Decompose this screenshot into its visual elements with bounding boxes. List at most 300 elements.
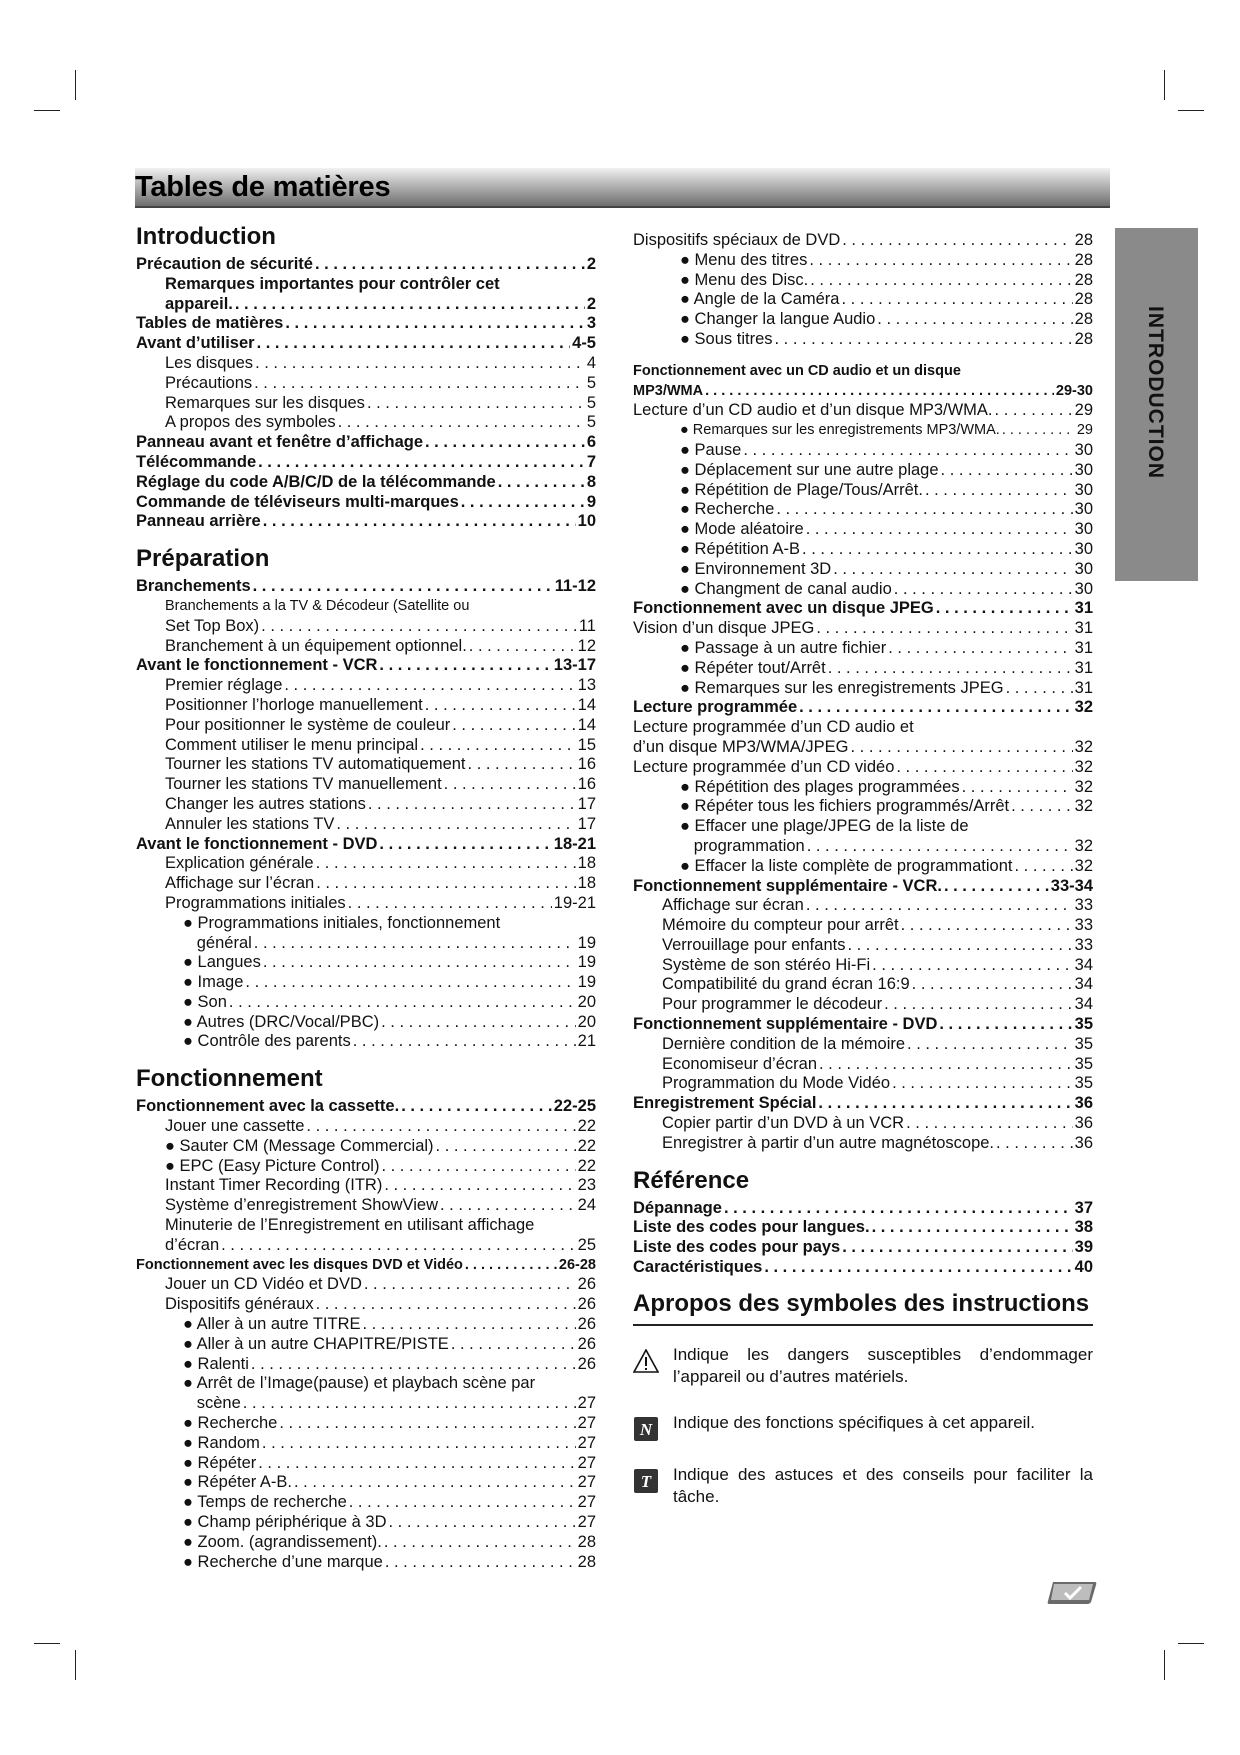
- dot-leader: [806, 896, 1073, 916]
- toc-entry: [633, 251, 1093, 271]
- toc-entry: [136, 1493, 596, 1513]
- toc-entry: [633, 639, 1093, 659]
- toc-entry-page: 34: [1074, 955, 1093, 974]
- toc-entry: [633, 520, 1093, 540]
- dot-leader: [221, 1236, 576, 1256]
- toc-entry-page: 34: [1074, 995, 1093, 1014]
- crop-mark: [34, 110, 60, 111]
- toc-entry: [136, 394, 596, 414]
- dot-leader: [368, 795, 576, 815]
- toc-entry-label: ● Déplacement sur une autre plage: [680, 460, 939, 479]
- toc-entry-label: Jouer une cassette: [165, 1117, 305, 1136]
- toc-entry: [633, 382, 1093, 402]
- toc-entry-label: Set Top Box): [165, 616, 260, 635]
- toc-entry: [136, 1473, 596, 1493]
- dot-leader: [819, 1055, 1073, 1075]
- side-tab: [1115, 228, 1198, 581]
- toc-entry-label: ● Menu des titres: [680, 250, 808, 269]
- dot-leader: [401, 1097, 552, 1117]
- toc-entry: [633, 421, 1093, 441]
- toc-entry-label: Commande de téléviseurs multi-marques: [136, 492, 459, 511]
- toc-entry-page: 5: [586, 373, 596, 392]
- toc-entry-page: 19: [577, 973, 596, 992]
- warning-triangle-icon: [633, 1348, 659, 1374]
- toc-entry: [633, 1035, 1093, 1055]
- toc-entry-label: Vision d’un disque JPEG: [633, 619, 815, 638]
- toc-entry-page: 36: [1074, 1133, 1093, 1152]
- dot-leader: [901, 916, 1073, 936]
- dot-leader: [892, 1074, 1073, 1094]
- toc-entry: [136, 1553, 596, 1573]
- dot-leader: [828, 659, 1073, 679]
- toc-entry: [633, 1074, 1093, 1094]
- toc-entry-page: 38: [1074, 1218, 1093, 1237]
- toc-entry-label: Dernière condition de la mémoire: [662, 1034, 906, 1053]
- toc-entry-page: 11: [578, 616, 596, 635]
- toc-entry-page: 26: [577, 1334, 596, 1353]
- toc-entry-page: 31: [1074, 678, 1093, 697]
- toc-entry-label: programmation: [680, 836, 805, 855]
- toc-entry-label: ● Changment de canal audio: [680, 579, 892, 598]
- toc-entry-label: Avant le fonctionnement - DVD: [136, 834, 378, 853]
- dot-leader: [444, 775, 576, 795]
- crop-mark: [1178, 1643, 1204, 1644]
- symbol-text: Indique des astuces et des conseils pour faciliter la tâche.: [673, 1464, 1093, 1506]
- toc-entry-page: 40: [1074, 1258, 1093, 1277]
- toc-entry-label: Dispositifs généraux: [165, 1295, 314, 1314]
- toc-entry: [136, 1117, 596, 1137]
- dot-leader: [436, 1137, 576, 1157]
- toc-entry-page: 27: [577, 1493, 596, 1512]
- dot-leader: [806, 520, 1073, 540]
- dot-leader: [253, 577, 553, 597]
- dot-leader: [912, 975, 1073, 995]
- toc-entry-label: Enregistrer à partir d’un autre magnétoscope.: [662, 1133, 995, 1152]
- section-heading: Référence: [633, 1166, 750, 1194]
- dot-leader: [229, 993, 576, 1013]
- toc-entry-label: Pour positionner le système de couleur: [165, 715, 451, 734]
- toc-entry-label: Avant d’utiliser: [136, 334, 255, 353]
- toc-entry: [136, 413, 596, 433]
- dot-leader: [258, 453, 585, 473]
- dot-leader: [498, 473, 585, 493]
- dot-leader: [451, 1335, 576, 1355]
- toc-entry-label: Instant Timer Recording (ITR): [165, 1176, 383, 1195]
- dot-leader: [775, 330, 1073, 350]
- toc-entry-label: Panneau avant et fenêtre d’affichage: [136, 433, 424, 452]
- toc-entry-page: 30: [1074, 460, 1093, 479]
- toc-entry: [136, 1315, 596, 1335]
- toc-entry-label: ● Remarques sur les enregistrements MP3/WMA.: [680, 422, 1000, 439]
- toc-entry: [136, 854, 596, 874]
- toc-entry-page: 28: [577, 1532, 596, 1551]
- toc-entry-page: 26: [577, 1315, 596, 1334]
- dot-leader: [452, 716, 575, 736]
- toc-entry-label: Positionner l’horloge manuellement: [165, 695, 423, 714]
- toc-entry-page: 31: [1074, 619, 1093, 638]
- toc-entry-page: 30: [1074, 520, 1093, 539]
- toc-entry-page: 7: [586, 452, 596, 471]
- toc-entry: [633, 679, 1093, 699]
- toc-entry-label: Annuler les stations TV: [165, 814, 335, 833]
- toc-entry-label: Remarques sur les disques: [165, 393, 365, 412]
- dot-leader: [936, 599, 1073, 619]
- toc-entry: [633, 231, 1093, 251]
- toc-entry: [136, 894, 596, 914]
- toc-entry-page: 28: [1074, 310, 1093, 329]
- side-tab-label: INTRODUCTION: [1144, 306, 1167, 479]
- toc-entry: [633, 817, 1093, 837]
- toc-entry-page: 14: [577, 715, 596, 734]
- toc-entry-page: 18-21: [553, 834, 596, 853]
- dot-leader: [381, 1013, 576, 1033]
- toc-entry-page: 30: [1074, 440, 1093, 459]
- toc-entry-label: Fonctionnement avec un disque JPEG: [633, 599, 934, 618]
- toc-entry: [136, 953, 596, 973]
- toc-entry-label: ● Répéter tous les fichiers programmés/Arrêt: [680, 797, 1010, 816]
- symbol-row: [633, 1412, 1093, 1442]
- toc-entry-label: appareil.: [165, 294, 233, 313]
- toc-entry: [633, 659, 1093, 679]
- dot-leader: [962, 778, 1073, 798]
- toc-entry-page: 28: [1074, 231, 1093, 249]
- dot-leader: [254, 374, 585, 394]
- toc-entry: [633, 698, 1093, 718]
- dot-leader: [381, 1157, 575, 1177]
- dot-leader: [724, 1199, 1073, 1219]
- toc-entry-page: 25: [577, 1235, 596, 1254]
- toc-entry: [136, 1013, 596, 1033]
- dot-leader: [847, 936, 1072, 956]
- toc-entry: [136, 334, 596, 354]
- toc-entry: [136, 1157, 596, 1177]
- toc-entry-label: ● Recherche d’une marque: [183, 1552, 383, 1571]
- toc-entry-page: 13: [577, 676, 596, 695]
- toc-entry-page: 35: [1074, 1054, 1093, 1073]
- toc-entry: [136, 1275, 596, 1295]
- toc-entry-page: 8: [586, 472, 596, 491]
- toc-entry: [136, 1032, 596, 1052]
- toc-entry-label: Enregistrement Spécial: [633, 1094, 817, 1113]
- toc-entry-label: Economiseur d’écran: [662, 1054, 817, 1073]
- toc-entry-label: Fonctionnement supplémentaire - DVD: [633, 1015, 938, 1034]
- toc-entry-label: ● Remarques sur les enregistrements JPEG: [680, 678, 1004, 697]
- dot-leader: [385, 1553, 576, 1573]
- toc-entry: [136, 493, 596, 513]
- toc-entry-label: Affichage sur l’écran: [165, 874, 315, 893]
- toc-entry-page: 26-28: [558, 1256, 596, 1273]
- toc-entry-label: Premier réglage: [165, 676, 283, 695]
- toc-entry-label: Lecture programmée: [633, 698, 798, 717]
- dot-leader: [802, 540, 1073, 560]
- toc-entry-label: d’écran: [165, 1235, 220, 1254]
- toc-entry-page: 27: [577, 1513, 596, 1532]
- toc-entry: [136, 815, 596, 835]
- dot-leader: [389, 1513, 576, 1533]
- dot-leader: [810, 271, 1072, 291]
- toc-entry: [136, 354, 596, 374]
- toc-entry-page: 26: [577, 1295, 596, 1314]
- toc-entry: [136, 993, 596, 1013]
- toc-entry-page: 10: [577, 512, 596, 531]
- toc-entry-page: 33: [1074, 896, 1093, 915]
- toc-entry-label: ● Son: [183, 992, 227, 1011]
- toc-entry: [136, 755, 596, 775]
- toc-entry-label: Dépannage: [633, 1198, 722, 1217]
- toc-entry: [633, 758, 1093, 778]
- dot-leader: [338, 413, 585, 433]
- toc-entry: [136, 934, 596, 954]
- toc-entry-label: ● Contrôle des parents: [183, 1032, 351, 1051]
- toc-entry-label: ● Recherche: [183, 1414, 278, 1433]
- toc-entry: [136, 716, 596, 736]
- toc-entry-page: 35: [1074, 1074, 1093, 1093]
- dot-leader: [251, 1355, 576, 1375]
- toc-entry: [633, 500, 1093, 520]
- toc-entry: [633, 1134, 1093, 1154]
- svg-text:N: N: [639, 1419, 653, 1439]
- symbols-section: [633, 1290, 1093, 1508]
- symbol-row: [633, 1344, 1093, 1388]
- toc-entry-page: 9: [586, 492, 596, 511]
- dot-leader: [367, 394, 585, 414]
- dot-leader: [257, 334, 571, 354]
- toc-entry-label: Système d’enregistrement ShowView: [165, 1196, 438, 1215]
- toc-entry-label: Tourner les stations TV manuellement: [165, 775, 442, 794]
- dot-leader: [461, 493, 585, 513]
- toc-entry-page: 32: [1074, 757, 1093, 776]
- toc-entry: [633, 461, 1093, 481]
- toc-entry-page: 14: [577, 695, 596, 714]
- toc-entry-page: 20: [577, 1012, 596, 1031]
- toc-entry-page: 15: [577, 735, 596, 754]
- toc-entry-label: Branchement à un équipement optionnel.: [165, 636, 467, 655]
- toc-entry-label: Lecture programmée d’un CD vidéo: [633, 757, 895, 776]
- toc-entry: [136, 1335, 596, 1355]
- toc-entry-page: 29: [1076, 422, 1093, 439]
- toc-entry-label: ● Pause: [680, 440, 742, 459]
- toc-entry: [633, 271, 1093, 291]
- toc-left-column: [136, 222, 596, 1572]
- toc-entry: [633, 896, 1093, 916]
- toc-entry-page: 24: [577, 1196, 596, 1215]
- toc-entry-page: 28: [1074, 290, 1093, 309]
- toc-entry-label: Copier partir d’un DVD à un VCR: [662, 1114, 905, 1133]
- dot-leader: [245, 973, 575, 993]
- dot-leader: [799, 698, 1073, 718]
- toc-entry-label: Programmation du Mode Vidéo: [662, 1074, 891, 1093]
- toc-entry: [633, 718, 1093, 738]
- dot-leader: [469, 637, 576, 657]
- dot-leader: [872, 956, 1072, 976]
- toc-entry-page: 26: [577, 1354, 596, 1373]
- toc-entry-label: Affichage sur écran: [662, 896, 804, 915]
- dot-leader: [420, 736, 576, 756]
- dot-leader: [818, 1094, 1072, 1114]
- toc-entry-page: 4-5: [572, 334, 596, 353]
- toc-entry-page: 18: [577, 874, 596, 893]
- dot-leader: [279, 1414, 575, 1434]
- toc-entry-page: 19-21: [553, 893, 596, 912]
- toc-entry-label: Tables de matières: [136, 314, 284, 333]
- dot-leader: [907, 1035, 1073, 1055]
- toc-entry-page: 30: [1074, 539, 1093, 558]
- dot-leader: [1006, 679, 1073, 699]
- dot-leader: [254, 934, 576, 954]
- crop-mark: [75, 70, 76, 100]
- toc-entry: [136, 275, 596, 295]
- dot-leader: [348, 894, 552, 914]
- checkmark-badge-icon: [1045, 1578, 1099, 1606]
- toc-entry-page: 35: [1074, 1015, 1093, 1034]
- crop-mark: [75, 1650, 76, 1680]
- toc-entry-page: 32: [1074, 698, 1093, 717]
- toc-entry-label: Mémoire du compteur pour arrêt: [662, 916, 899, 935]
- toc-entry-page: 26: [577, 1275, 596, 1294]
- dot-leader: [743, 441, 1072, 461]
- toc-entry: [633, 916, 1093, 936]
- toc-entry-page: 33: [1074, 935, 1093, 954]
- crop-mark: [1164, 1650, 1165, 1680]
- toc-entry-label: ● Répétition de Plage/Tous/Arrêt.: [680, 480, 923, 499]
- toc-entry: [633, 1218, 1093, 1238]
- note-n-icon: [633, 1416, 659, 1442]
- dot-leader: [263, 512, 576, 532]
- toc-entry-label: ● Programmations initiales, fonctionnement: [183, 913, 501, 932]
- toc-entry-page: 29: [1074, 401, 1093, 420]
- toc-entry-page: 32: [1074, 836, 1093, 855]
- toc-entry: [136, 1394, 596, 1414]
- toc-entry: [136, 637, 596, 657]
- toc-entry-page: 2: [586, 255, 596, 273]
- dot-leader: [764, 1258, 1072, 1278]
- toc-entry: [633, 1114, 1093, 1134]
- toc-entry-label: ● Répéter: [183, 1453, 257, 1472]
- toc-entry-page: 32: [1074, 797, 1093, 816]
- dot-leader: [705, 382, 1054, 402]
- dot-leader: [1014, 857, 1072, 877]
- toc-entry-page: 20: [577, 992, 596, 1011]
- toc-entry-page: 27: [577, 1433, 596, 1452]
- section-heading: Préparation: [136, 545, 270, 573]
- toc-entry-label: Branchements: [136, 577, 251, 596]
- toc-entry-label: Précaution de sécurité: [136, 255, 313, 273]
- toc-entry-page: 12: [577, 636, 596, 655]
- toc-entry-label: ● Langues: [183, 953, 261, 972]
- dot-leader: [776, 500, 1072, 520]
- dot-leader: [872, 1218, 1073, 1238]
- dot-leader: [261, 617, 577, 637]
- toc-entry: [136, 1454, 596, 1474]
- crop-mark: [34, 1643, 60, 1644]
- toc-entry: [633, 362, 1093, 382]
- toc-entry: [633, 599, 1093, 619]
- svg-text:T: T: [640, 1471, 652, 1491]
- dot-leader: [944, 877, 1049, 897]
- toc-entry: [136, 374, 596, 394]
- toc-entry: [136, 453, 596, 473]
- dot-leader: [336, 815, 575, 835]
- toc-entry: [136, 433, 596, 453]
- toc-entry-label: Lecture d’un CD audio et d’un disque MP3/WMA.: [633, 401, 993, 420]
- dot-leader: [896, 758, 1072, 778]
- dot-leader: [284, 676, 575, 696]
- section-heading: Introduction: [136, 223, 276, 250]
- toc-entry-label: ● Sauter CM (Message Commercial): [165, 1136, 434, 1155]
- toc-entry-label: ● Passage à un autre fichier: [680, 638, 887, 657]
- dot-leader: [841, 290, 1072, 310]
- toc-right-column: [633, 231, 1093, 1508]
- dot-leader: [925, 481, 1073, 501]
- toc-entry-label: Tourner les stations TV automatiquement: [165, 755, 466, 774]
- dot-leader: [465, 1256, 557, 1276]
- toc-entry: [136, 676, 596, 696]
- toc-entry-page: 30: [1074, 559, 1093, 578]
- toc-entry: [136, 973, 596, 993]
- toc-entry-label: d’un disque MP3/WMA/JPEG: [633, 737, 849, 756]
- toc-entry-label: Panneau arrière: [136, 512, 261, 531]
- symbol-text: Indique les dangers susceptibles d’endommager l’appareil ou d’autres matériels.: [673, 1344, 1093, 1386]
- dot-leader: [306, 1117, 575, 1137]
- toc-entry-label: A propos des symboles: [165, 413, 336, 432]
- toc-entry: [633, 1238, 1093, 1258]
- dot-leader: [995, 401, 1073, 421]
- toc-entry-page: 33-34: [1050, 876, 1093, 895]
- toc-entry: [136, 795, 596, 815]
- symbol-row: [633, 1464, 1093, 1508]
- toc-entry: [136, 1374, 596, 1394]
- toc-entry-label: ● Arrêt de l’Image(pause) et playbach scène par: [183, 1374, 536, 1393]
- toc-entry-page: 36: [1074, 1114, 1093, 1133]
- toc-entry-page: 19: [577, 933, 596, 952]
- dot-leader: [294, 1473, 576, 1493]
- toc-entry: [136, 1196, 596, 1216]
- toc-entry-page: 22-25: [553, 1097, 596, 1116]
- toc-entry: [633, 401, 1093, 421]
- toc-entry-page: 4: [586, 353, 596, 372]
- toc-entry-label: ● Zoom. (agrandissement).: [183, 1532, 382, 1551]
- dot-leader: [425, 433, 585, 453]
- dot-leader: [833, 560, 1072, 580]
- toc-entry-label: ● Effacer une plage/JPEG de la liste de: [680, 817, 969, 836]
- toc-entry-label: Changer les autres stations: [165, 794, 366, 813]
- toc-entry-page: 21: [577, 1032, 596, 1051]
- toc-entry-label: Verrouillage pour enfants: [662, 935, 846, 954]
- toc-entry: [633, 877, 1093, 897]
- dot-leader: [243, 1394, 576, 1414]
- toc-entry: [136, 696, 596, 716]
- toc-entry: [633, 560, 1093, 580]
- toc-entry: [136, 1434, 596, 1454]
- dot-leader: [906, 1114, 1073, 1134]
- toc-entry-page: 33: [1074, 916, 1093, 935]
- toc-entry-page: 39: [1074, 1238, 1093, 1257]
- dot-leader: [263, 953, 576, 973]
- toc-entry-page: 19: [577, 953, 596, 972]
- toc-entry: [633, 330, 1093, 350]
- toc-entry-page: 30: [1074, 500, 1093, 519]
- toc-entry-page: 22: [577, 1156, 596, 1175]
- toc-entry: [136, 1097, 596, 1117]
- dot-leader: [884, 995, 1073, 1015]
- toc-entry-page: 22: [577, 1136, 596, 1155]
- dot-leader: [384, 1533, 576, 1553]
- toc-entry-label: ● Aller à un autre TITRE: [183, 1315, 361, 1334]
- toc-entry: [136, 1513, 596, 1533]
- dot-leader: [316, 1295, 576, 1315]
- dot-leader: [939, 1015, 1072, 1035]
- toc-entry: [633, 619, 1093, 639]
